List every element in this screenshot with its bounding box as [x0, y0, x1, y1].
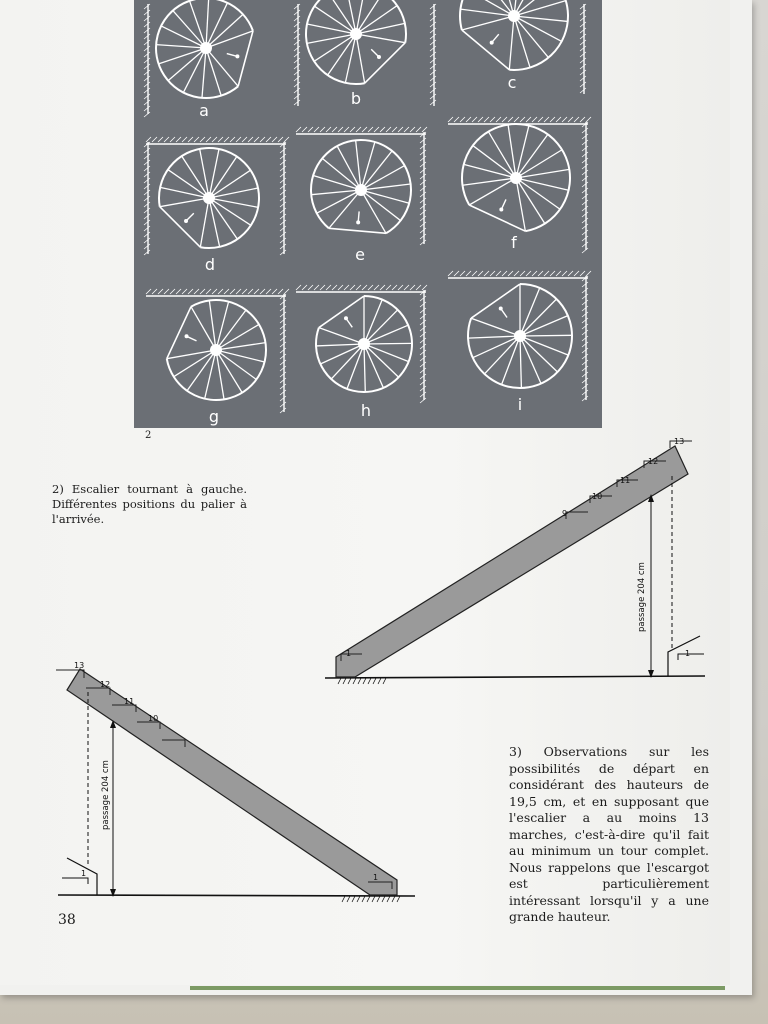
step-label: 10 — [148, 714, 159, 723]
step-label: 1 — [685, 649, 691, 658]
floor-line-left — [58, 895, 415, 896]
step-label: 11 — [620, 476, 631, 485]
step-label: 9 — [562, 509, 568, 518]
step-mark — [678, 654, 704, 660]
ground-hatch-right — [338, 678, 386, 684]
plan-letter: f — [511, 233, 517, 252]
landing-step-right — [668, 636, 700, 676]
plan-letter: c — [507, 73, 517, 92]
step-label: 12 — [100, 680, 111, 689]
ground-hatch-left — [342, 896, 400, 902]
step-label: 10 — [592, 492, 603, 501]
page-number: 38 — [58, 912, 76, 928]
caption-figure-2: 2) Escalier tournant à gauche. Différentes positions du palier à l'arrivée. — [52, 482, 247, 526]
plan-letter: i — [517, 395, 523, 414]
passage-label: passage 204 cm — [101, 760, 111, 830]
step-label: 13 — [674, 437, 685, 446]
plan-letter: a — [199, 101, 209, 120]
stair-section-right — [325, 437, 705, 684]
passage-label: passage 204 cm — [637, 562, 647, 632]
figure-number: 2 — [145, 430, 152, 441]
step-label: 12 — [648, 457, 659, 466]
plan-letter: g — [208, 407, 220, 426]
plan-letter: b — [350, 89, 362, 108]
stair-stringer-left — [67, 669, 397, 895]
plan-letter: e — [355, 245, 365, 264]
step-label: 1 — [373, 873, 379, 882]
step-label: 1 — [81, 869, 87, 878]
stair-section-left — [56, 661, 415, 902]
caption-figure-3: 3) Observations sur les possibilités de départ en considérant des hauteurs de 19,5 cm, et en supposant que l'escalier a au moins 13 marches, c'est-à-dire qu'il fait au minimum un tour complet. Nous rappelons que l'escargot est particulièrement intéressant lorsqu'il y a une grande hauteur. — [509, 744, 709, 924]
stair-stringer-right — [336, 446, 691, 677]
floor-line-right — [325, 676, 705, 678]
step-label: 11 — [124, 697, 135, 706]
plan-letter: h — [360, 401, 372, 420]
step-mark — [62, 878, 88, 884]
step-label: 13 — [74, 661, 85, 670]
plan-letter: d — [204, 255, 216, 274]
step-label: 1 — [346, 649, 352, 658]
